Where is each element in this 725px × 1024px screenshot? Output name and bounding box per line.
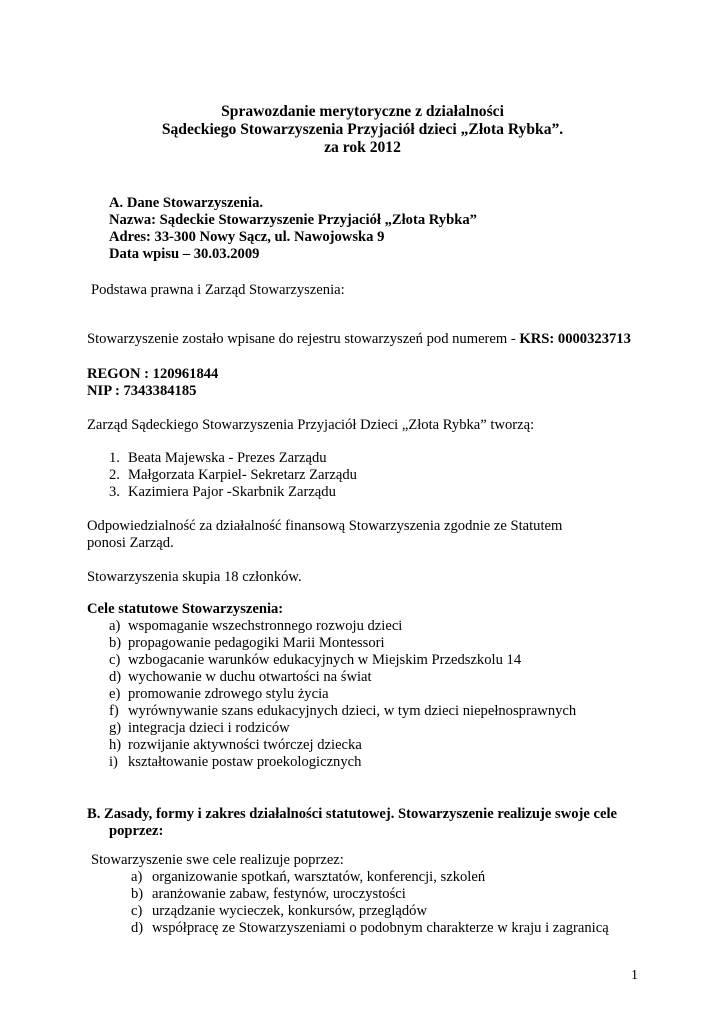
goals-heading: Cele statutowe Stowarzyszenia: [87,601,284,617]
goal-item: g) integracja dzieci i rodziców [109,720,290,736]
section-b-heading-line-2: poprzez: [109,823,164,839]
goal-item: b) propagowanie pedagogiki Marii Montessori [109,635,385,651]
title-line-3: za rok 2012 [324,139,401,156]
entry-date: Data wpisu – 30.03.2009 [109,246,260,262]
goal-item: f) wyrównywanie szans edukacyjnych dzieci, w tym dzieci niepełnosprawnych [109,703,577,719]
board-intro: Zarząd Sądeckiego Stowarzyszenia Przyjaciół Dzieci „Złota Rybka” tworzą: [87,417,535,433]
responsibility-line-1: Odpowiedzialność za działalność finansową Stowarzyszenia zgodnie ze Statutem [87,518,563,534]
page-number: 1 [631,968,638,983]
title-line-1: Sprawozdanie merytoryczne z działalności [221,103,504,120]
nip: NIP : 7343384185 [87,383,197,399]
section-b-list [131,869,651,937]
association-name: Nazwa: Sądeckie Stowarzyszenie Przyjaciół „Złota Rybka” [109,212,477,228]
goal-item: e) promowanie zdrowego stylu życia [109,686,329,702]
section-a-heading: A. Dane Stowarzyszenia. [109,195,264,211]
board-member: 1. Beata Majewska - Prezes Zarządu [109,450,327,466]
goals-list [109,618,669,771]
board-member: 3. Kazimiera Pajor -Skarbnik Zarządu [109,484,336,500]
responsibility-line-2: ponosi Zarząd. [87,535,174,551]
goal-item: h) rozwijanie aktywności twórczej dziecka [109,737,362,753]
goal-item: i) kształtowanie postaw proekologicznych [109,754,362,770]
goal-item: a) wspomaganie wszechstronnego rozwoju dzieci [109,618,403,634]
goal-item: d) wychowanie w duchu otwartości na świat [109,669,372,685]
section-b-heading-line-1: B. Zasady, formy i zakres działalności statutowej. Stowarzyszenie realizuje swoje cele [87,806,618,822]
activity-item: c) urządzanie wycieczek, konkursów, przeglądów [131,903,427,919]
activity-item: a) organizowanie spotkań, warsztatów, konferencji, szkoleń [131,869,486,885]
board-list [109,450,669,501]
members-count: Stowarzyszenia skupia 18 członków. [87,569,302,585]
goal-item: c) wzbogacanie warunków edukacyjnych w Miejskim Przedszkolu 14 [109,652,522,668]
krs-text: Stowarzyszenie zostało wpisane do rejestru stowarzyszeń pod numerem - [87,331,520,347]
title-line-2: Sądeckiego Stowarzyszenia Przyjaciół dzieci „Złota Rybka”. [161,121,564,138]
regon: REGON : 120961844 [87,366,219,382]
legal-basis: Podstawa prawna i Zarząd Stowarzyszenia: [91,282,345,298]
krs-number: KRS: 0000323713 [519,331,631,347]
board-member: 2. Małgorzata Karpiel- Sekretarz Zarządu [109,467,357,483]
activity-item: b) aranżowanie zabaw, festynów, uroczystości [131,886,406,902]
krs-line [87,331,631,348]
association-address: Adres: 33-300 Nowy Sącz, ul. Nawojowska 9 [109,229,385,245]
activity-item: d) współpracę ze Stowarzyszeniami o podobnym charakterze w kraju i zagranicą [131,920,609,936]
section-b-intro: Stowarzyszenie swe cele realizuje poprzez: [91,852,344,868]
